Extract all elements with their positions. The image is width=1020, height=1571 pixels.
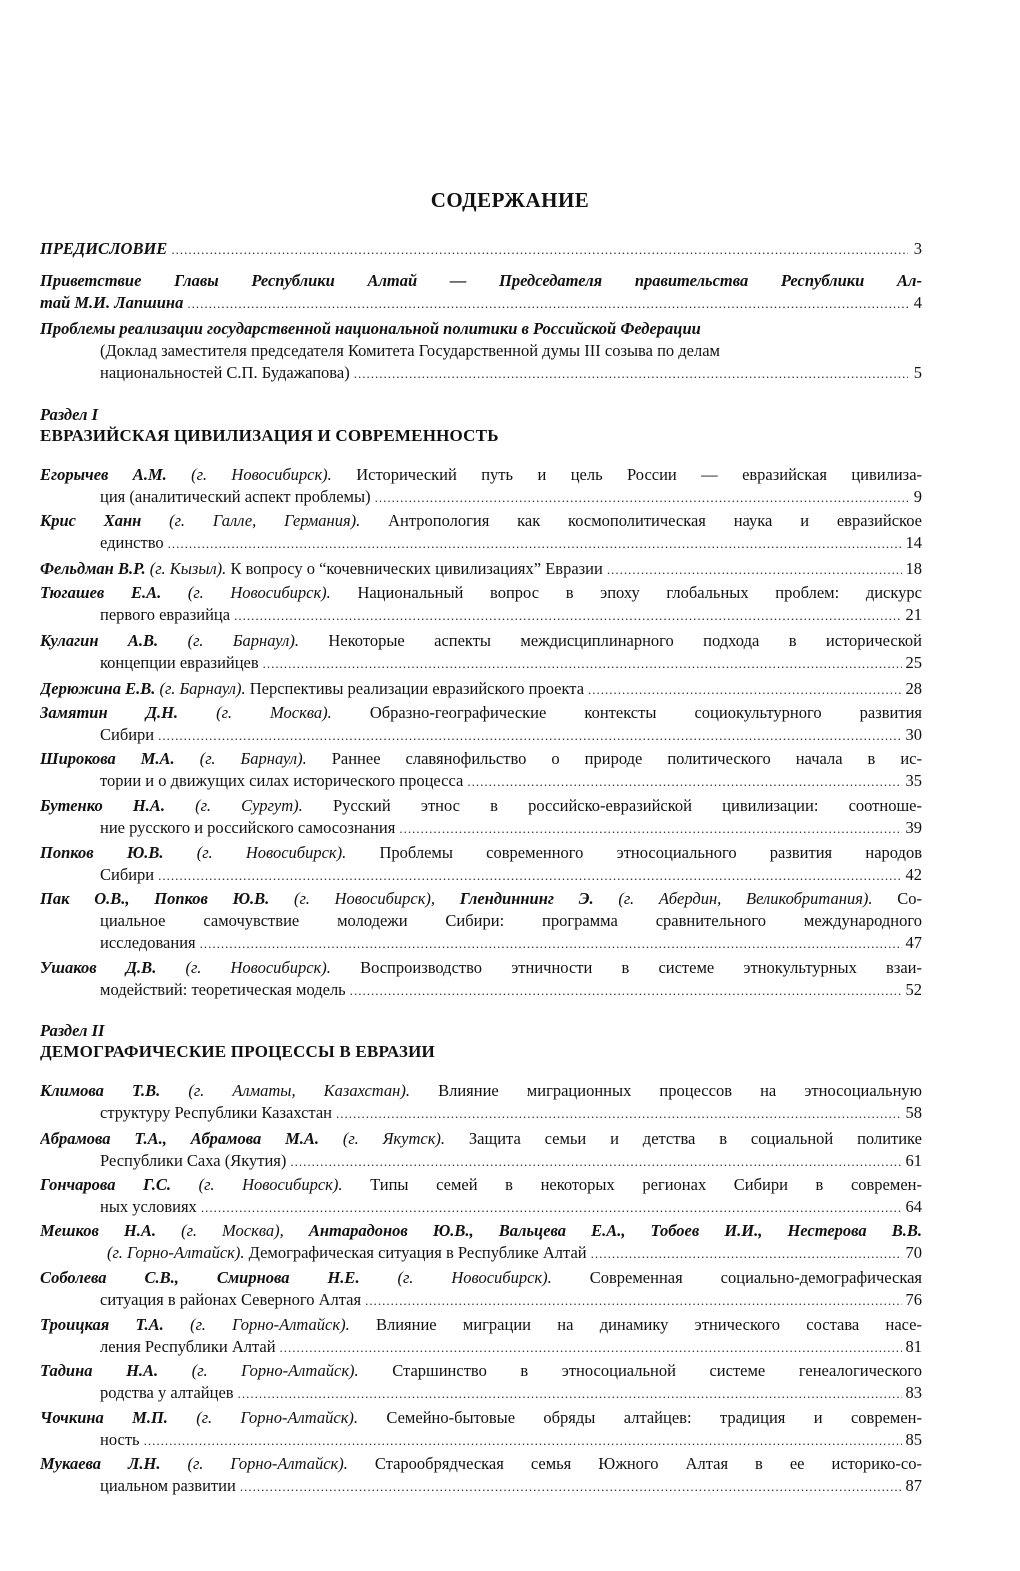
page-number: 25	[905, 653, 922, 672]
toc-line-text	[100, 770, 463, 792]
page-number: 28	[905, 679, 922, 698]
toc-line-text	[107, 1242, 587, 1264]
page-number: 18	[905, 559, 922, 578]
author-name: Дерюжина Е.В.	[40, 679, 156, 698]
toc-entry[interactable]	[40, 464, 922, 508]
toc-line-text	[40, 238, 167, 260]
page-number: 5	[913, 363, 922, 382]
toc-line	[40, 1336, 922, 1358]
toc-line	[40, 1453, 922, 1475]
article-title: Демографическая ситуация в Республике Алтай	[244, 1243, 587, 1262]
toc-entry[interactable]	[40, 748, 922, 792]
toc-line	[40, 486, 922, 508]
toc-line-text	[100, 817, 395, 839]
author-name: Приветствие Главы Республики Алтай — Председателя правительства Республики Ал-	[40, 271, 922, 290]
author-city: (г. Москва),	[156, 1221, 284, 1240]
author-city: (г. Барнаул).	[155, 679, 246, 698]
author-name: Тюгашев Е.А.	[40, 583, 162, 602]
toc-entry[interactable]	[40, 957, 922, 1001]
toc-entry[interactable]	[40, 238, 922, 260]
toc-line-text	[100, 864, 154, 886]
toc-line-text	[100, 532, 164, 554]
toc-line-text	[100, 1102, 332, 1124]
toc-line	[40, 979, 922, 1001]
dot-leader	[375, 487, 908, 508]
article-title: исследования	[100, 933, 196, 952]
toc-entry[interactable]	[40, 888, 922, 954]
toc-line	[40, 292, 922, 314]
toc-line	[40, 842, 922, 864]
author-name: Гончарова Г.С.	[40, 1175, 172, 1194]
author-name: Соболева С.В., Смирнова Н.Е.	[40, 1268, 360, 1287]
toc-entry[interactable]	[40, 1314, 922, 1358]
toc-entry[interactable]	[40, 1267, 922, 1311]
toc-line	[40, 1196, 922, 1218]
author-name: ПРЕДИСЛОВИЕ	[40, 239, 168, 258]
toc-line-text	[100, 604, 230, 626]
dot-leader	[144, 1430, 902, 1451]
toc-line-text	[100, 1475, 236, 1497]
toc-line	[40, 1267, 922, 1289]
article-title: Старшинство в этносоциальной системе генеалогического	[358, 1361, 922, 1380]
toc-line-text	[100, 652, 259, 674]
toc-line	[40, 510, 922, 532]
author-name: тай М.И. Лапшина	[40, 293, 184, 312]
toc-line	[40, 340, 922, 362]
author-city: (г. Горно-Алтайск).	[167, 1408, 359, 1427]
article-title: Проблемы современного этносоциального развития народов	[346, 843, 922, 862]
author-name: Чочкина М.П.	[40, 1408, 168, 1427]
author-name: Замятин Д.Н.	[40, 703, 179, 722]
dot-leader	[350, 980, 902, 1001]
article-title: ность	[100, 1430, 140, 1449]
author-name: Тадина Н.А.	[40, 1361, 159, 1380]
toc-entry[interactable]	[40, 318, 922, 384]
author-city: (г. Новосибирск).	[171, 1175, 343, 1194]
toc-entry[interactable]	[40, 702, 922, 746]
toc-line	[40, 582, 922, 604]
article-title: Воспроизводство этничности в системе этнокультурных взаи-	[330, 958, 922, 977]
toc-entry[interactable]	[40, 558, 922, 580]
author-city: (г. Абердин, Великобритания).	[593, 889, 873, 908]
toc-line-text	[100, 979, 346, 1001]
toc-line	[40, 957, 922, 979]
article-title: Со-	[872, 889, 922, 908]
toc-line-text	[100, 932, 196, 954]
toc-line	[40, 652, 922, 674]
page-number: 52	[905, 980, 922, 999]
author-city: (г. Новосибирск).	[163, 843, 347, 862]
toc-entry[interactable]	[40, 582, 922, 626]
author-city: (г. Алматы, Казахстан).	[160, 1081, 410, 1100]
toc-line-text	[100, 1429, 140, 1451]
dot-leader	[238, 1383, 902, 1404]
article-title: структуру Республики Казахстан	[100, 1103, 332, 1122]
dot-leader	[354, 363, 908, 384]
toc-line	[40, 1174, 922, 1196]
page-number: 30	[905, 725, 922, 744]
toc-entry[interactable]	[40, 1080, 922, 1124]
dot-leader	[607, 559, 902, 580]
author-name: Глендиннинг Э.	[435, 889, 594, 908]
article-title: Антропология как космополитическая наука и евразийское	[360, 511, 922, 530]
author-name: Крис Ханн	[40, 511, 142, 530]
article-title: Национальный вопрос в эпоху глобальных проблем: дискурс	[330, 583, 922, 602]
article-title: единство	[100, 533, 164, 552]
page-number: 83	[905, 1383, 922, 1402]
author-name: Мешков Н.А.	[40, 1221, 157, 1240]
article-title: тории и о движущих силах исторического процесса	[100, 771, 464, 790]
toc-entry[interactable]	[40, 1174, 922, 1218]
toc-line-text	[40, 678, 584, 700]
dot-leader	[365, 1290, 901, 1311]
article-title: Защита семьи и детства в социальной политике	[445, 1129, 922, 1148]
page-number: 81	[905, 1337, 922, 1356]
article-title: ситуация в районах Северного Алтая	[100, 1290, 362, 1309]
author-city: (г. Горно-Алтайск).	[158, 1361, 359, 1380]
toc-line	[40, 864, 922, 886]
page-number: 39	[905, 818, 922, 837]
page-number: 58	[905, 1103, 922, 1122]
toc-line	[40, 1289, 922, 1311]
page-number: 9	[913, 487, 922, 506]
toc-entry[interactable]	[40, 1128, 922, 1172]
section-label: Раздел II	[40, 1021, 105, 1040]
article-title: Современная социально-демографическая	[551, 1268, 922, 1287]
article-title: Русский этнос в российско-евразийской цивилизации: соотноше-	[302, 796, 922, 815]
page-number: 76	[905, 1290, 922, 1309]
author-city: (г. Новосибирск).	[166, 465, 332, 484]
article-title: ных условиях	[100, 1197, 197, 1216]
dot-leader	[336, 1103, 902, 1124]
toc-entry[interactable]	[40, 795, 922, 839]
article-title: Исторический путь и цель России — евразийская цивилиза-	[331, 465, 922, 484]
author-city: (г. Кызыл).	[145, 559, 227, 578]
article-title: Перспективы реализации евразийского проекта	[245, 679, 585, 698]
toc-line	[40, 318, 922, 340]
dot-leader	[158, 725, 901, 746]
dot-leader	[201, 1197, 902, 1218]
section-header	[40, 1021, 940, 1063]
article-title: Раннее славянофильство о природе политического начала в ис-	[306, 749, 922, 768]
dot-leader	[591, 1243, 902, 1264]
author-name: Климова Т.В.	[40, 1081, 161, 1100]
dot-leader	[158, 865, 901, 886]
article-title: циальном развитии	[100, 1476, 236, 1495]
page-number: 87	[905, 1476, 922, 1495]
toc-line	[40, 238, 922, 260]
toc-line	[40, 558, 922, 580]
author-city: (г. Галле, Германия).	[141, 511, 361, 530]
author-city: (г. Якутск).	[319, 1129, 446, 1148]
toc-line	[40, 1102, 922, 1124]
page-number: 42	[905, 865, 922, 884]
article-title: Некоторые аспекты междисциплинарного подхода в исторической	[298, 631, 922, 650]
toc-entry[interactable]	[40, 510, 922, 554]
toc-line	[40, 910, 922, 932]
author-name: Антарадонов Ю.В., Вальцева Е.А., Тобоев И.И., Нестерова В.В.	[283, 1221, 922, 1240]
article-title: К вопросу о “кочевнических цивилизациях” Евразии	[226, 559, 603, 578]
article-title: первого евразийца	[100, 605, 231, 624]
article-title: Сибири	[100, 725, 155, 744]
toc-entry[interactable]	[40, 1360, 922, 1404]
toc-line	[40, 678, 922, 700]
article-title: Образно-географические контексты социокультурного развития	[331, 703, 922, 722]
toc-line	[40, 1382, 922, 1404]
toc-line	[40, 532, 922, 554]
toc-line	[40, 1220, 922, 1242]
toc-line-text	[100, 1289, 361, 1311]
page-number: 85	[905, 1430, 922, 1449]
toc-line	[40, 630, 922, 652]
page-number: 64	[905, 1197, 922, 1216]
author-city: (г. Барнаул).	[174, 749, 307, 768]
author-city: (г. Москва).	[178, 703, 332, 722]
dot-leader	[234, 605, 901, 626]
author-name: Проблемы реализации государственной национальной политики в Российской Федерации	[40, 319, 701, 338]
toc-entry[interactable]	[40, 270, 922, 314]
author-city: (г. Барнаул).	[158, 631, 299, 650]
page-number: 4	[913, 293, 922, 312]
dot-leader	[263, 653, 902, 674]
article-title: циальное самочувствие молодежи Сибири: программа сравнительного международного	[100, 911, 922, 930]
toc-line	[40, 362, 922, 384]
article-title: национальностей С.П. Будажапова)	[100, 363, 350, 382]
toc-entry[interactable]	[40, 1407, 922, 1451]
article-title: модействий: теоретическая модель	[100, 980, 346, 999]
page-number: 47	[905, 933, 922, 952]
toc-entry[interactable]	[40, 1220, 922, 1264]
article-title: Старообрядческая семья Южного Алтая в ее историко-со-	[347, 1454, 922, 1473]
section-header	[40, 405, 940, 447]
author-name: Фельдман В.Р.	[40, 559, 146, 578]
author-city: (г. Сургут).	[164, 796, 303, 815]
article-title: Влияние миграционных процессов на этносоциальную	[409, 1081, 922, 1100]
author-city: (г. Новосибирск).	[359, 1268, 552, 1287]
page-number: 70	[905, 1243, 922, 1262]
dot-leader	[240, 1476, 902, 1497]
toc-line	[40, 795, 922, 817]
dot-leader	[588, 679, 901, 700]
author-city: (г. Новосибирск),	[269, 889, 436, 908]
section-heading: ДЕМОГРАФИЧЕСКИЕ ПРОЦЕССЫ В ЕВРАЗИИ	[40, 1042, 435, 1061]
page-number: 3	[913, 239, 922, 258]
author-city: (г. Новосибирск).	[161, 583, 331, 602]
toc-line	[40, 1128, 922, 1150]
author-name: Егорычев А.М.	[40, 465, 167, 484]
toc-line-text	[100, 1382, 234, 1404]
toc-line-text	[100, 1336, 276, 1358]
toc-line-text	[40, 292, 183, 314]
toc-line-text	[100, 1196, 197, 1218]
author-name: Бутенко Н.А.	[40, 796, 165, 815]
toc-line	[40, 604, 922, 626]
page-number: 14	[905, 533, 922, 552]
author-city: (г. Горно-Алтайск).	[107, 1243, 245, 1262]
author-name: Широкова М.А.	[40, 749, 175, 768]
toc-line	[40, 1360, 922, 1382]
toc-line	[40, 748, 922, 770]
dot-leader	[399, 818, 901, 839]
toc-entry[interactable]	[40, 1453, 922, 1497]
author-name: Попков Ю.В.	[40, 843, 164, 862]
article-title: ция (аналитический аспект проблемы)	[100, 487, 371, 506]
page-title: СОДЕРЖАНИЕ	[430, 188, 590, 212]
toc-line	[40, 1475, 922, 1497]
article-title: Влияние миграции на динамику этнического состава насе-	[349, 1315, 922, 1334]
author-name: Абрамова Т.А., Абрамова М.А.	[40, 1129, 320, 1148]
toc-line-text	[100, 486, 371, 508]
toc-entry[interactable]	[40, 678, 922, 700]
toc-line-text	[100, 1150, 286, 1172]
toc-line	[40, 270, 922, 292]
page-number: 21	[905, 605, 922, 624]
author-name: Пак О.В., Попков Ю.В.	[40, 889, 270, 908]
article-title: концепции евразийцев	[100, 653, 259, 672]
author-city: (г. Горно-Алтайск).	[163, 1315, 350, 1334]
toc-line-text	[100, 362, 350, 384]
article-title: Семейно-бытовые обряды алтайцев: традиция и современ-	[358, 1408, 922, 1427]
author-name: Мукаева Л.Н.	[40, 1454, 161, 1473]
article-title: (Доклад заместителя председателя Комитета Государственной думы III созыва по делам	[100, 341, 720, 360]
toc-line	[40, 464, 922, 486]
author-name: Ушаков Д.В.	[40, 958, 157, 977]
toc-line	[40, 888, 922, 910]
dot-leader	[168, 533, 902, 554]
article-title: ние русского и российского самосознания	[100, 818, 396, 837]
toc-entry[interactable]	[40, 630, 922, 674]
toc-line	[40, 817, 922, 839]
toc-line-text	[40, 558, 603, 580]
dot-leader	[200, 933, 902, 954]
toc-line	[40, 1314, 922, 1336]
toc-line	[40, 1080, 922, 1102]
section-label: Раздел I	[40, 405, 99, 424]
author-city: (г. Горно-Алтайск).	[160, 1454, 348, 1473]
toc-entry[interactable]	[40, 842, 922, 886]
toc-line	[40, 1150, 922, 1172]
article-title: ления Республики Алтай	[100, 1337, 276, 1356]
toc-line	[40, 1407, 922, 1429]
author-name: Кулагин А.В.	[40, 631, 159, 650]
toc-line	[40, 770, 922, 792]
article-title: родства у алтайцев	[100, 1383, 234, 1402]
toc-line-text	[100, 724, 154, 746]
toc-line	[40, 1242, 922, 1264]
article-title: Сибири	[100, 865, 155, 884]
page-number: 61	[905, 1151, 922, 1170]
article-title: Типы семей в некоторых регионах Сибири в современ-	[342, 1175, 922, 1194]
page-number: 35	[905, 771, 922, 790]
toc-line	[40, 1429, 922, 1451]
article-title: Республики Саха (Якутия)	[100, 1151, 287, 1170]
dot-leader	[467, 771, 901, 792]
section-heading: ЕВРАЗИЙСКАЯ ЦИВИЛИЗАЦИЯ И СОВРЕМЕННОСТЬ	[40, 426, 499, 445]
dot-leader	[290, 1151, 901, 1172]
dot-leader	[280, 1337, 902, 1358]
toc-line	[40, 702, 922, 724]
toc-line	[40, 724, 922, 746]
author-name: Троицкая Т.А.	[40, 1315, 164, 1334]
dot-leader	[187, 293, 908, 314]
author-city: (г. Новосибирск).	[156, 958, 331, 977]
toc-line	[40, 932, 922, 954]
dot-leader	[171, 239, 908, 260]
